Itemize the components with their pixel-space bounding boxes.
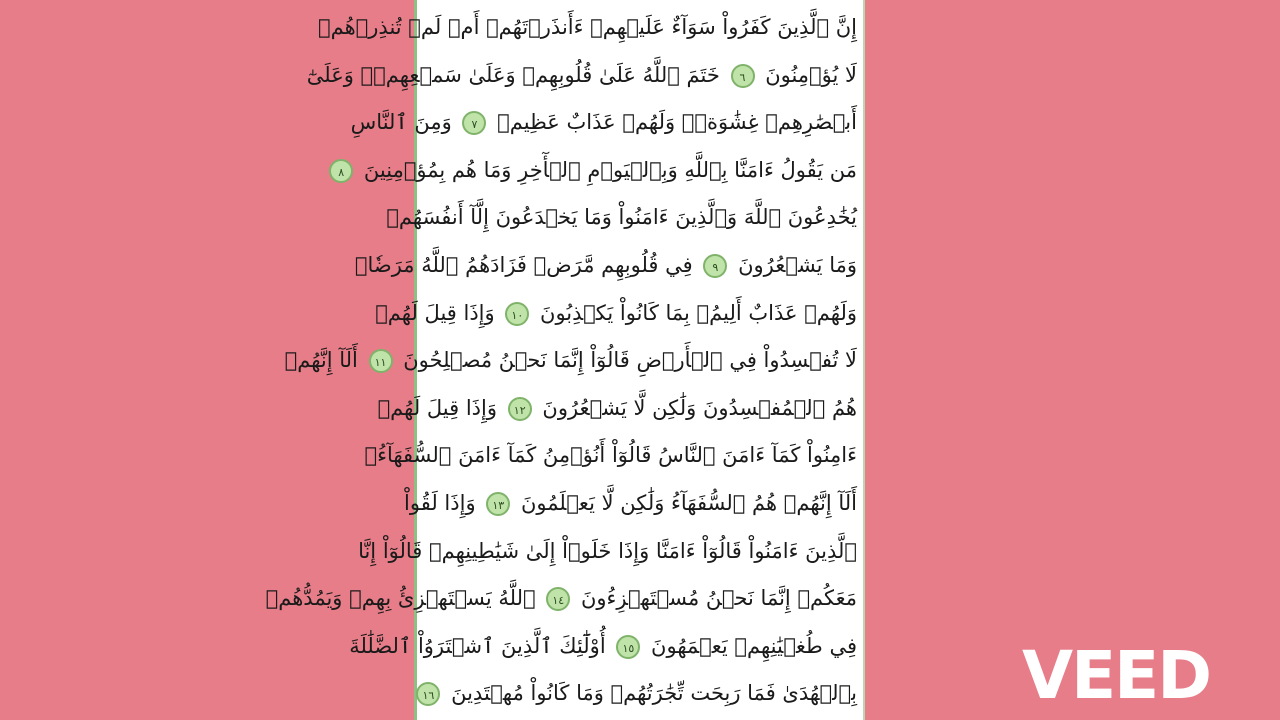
verse-text: أَلَآ إِنَّهُمۡ — [284, 348, 358, 373]
verse-line — [354, 242, 857, 290]
ayah-number-marker: ١٦ — [416, 682, 440, 706]
verse-line — [306, 52, 857, 100]
verse-line — [338, 147, 857, 195]
verse-text: وَلَهُمۡ عَذَابٌ أَلِيمُۢ بِمَا كَانُواْ يَكۡذِبُونَ — [540, 300, 857, 325]
verse-line — [377, 385, 857, 433]
verse-text: فِي طُغۡيَٰنِهِمۡ يَعۡمَهُونَ — [651, 633, 857, 658]
verse-text: لَا تُفۡسِدُواْ فِي ٱلۡأَرۡضِ قَالُوٓاْ إِنَّمَا نَحۡنُ مُصۡلِحُونَ — [403, 348, 857, 373]
page-border-right — [863, 0, 865, 720]
ayah-number-marker: ١١ — [369, 349, 393, 373]
verse-line — [358, 528, 857, 576]
verse-text: أَلَآ إِنَّهُمۡ هُمُ ٱلسُّفَهَآءُ وَلَٰكِن لَّا يَعۡلَمُونَ — [520, 490, 857, 515]
verse-text: هُمُ ٱلۡمُفۡسِدُونَ وَلَٰكِن لَّا يَشۡعُرُونَ — [542, 395, 857, 420]
verse-text: وَمِنَ ٱلنَّاسِ — [350, 110, 452, 135]
verse-line — [424, 670, 857, 718]
verse-text: خَتَمَ ٱللَّهُ عَلَىٰ قُلُوبِهِمۡ وَعَلَىٰ سَمۡعِهِمۡۖ وَعَلَىٰٓ — [306, 62, 720, 87]
verse-line — [318, 4, 857, 52]
verse-text: أَبۡصَٰرِهِمۡ غِشَٰوَةٞۖ وَلَهُمۡ عَذَابٌ عَظِيمٞ — [497, 110, 857, 135]
ayah-number-marker: ١٠ — [505, 302, 529, 326]
verse-text: وَإِذَا قِيلَ لَهُمۡ — [377, 395, 498, 420]
ayah-number-marker: ١٤ — [546, 587, 570, 611]
verse-text: بِٱلۡهُدَىٰ فَمَا رَبِحَت تِّجَٰرَتُهُمۡ وَمَا كَانُواْ مُهۡتَدِينَ — [451, 681, 857, 706]
ayah-number-marker: ١٢ — [508, 397, 532, 421]
ayah-number-marker: ١٥ — [616, 635, 640, 659]
verse-text: يُخَٰدِعُونَ ٱللَّهَ وَٱلَّذِينَ ءَامَنُواْ وَمَا يَخۡدَعُونَ إِلَّآ أَنفُسَهُمۡ — [386, 205, 857, 230]
ayah-number-marker: ٩ — [703, 254, 727, 278]
verse-text: وَإِذَا قِيلَ لَهُمۡ — [375, 300, 495, 325]
ayah-number-marker: ٧ — [462, 111, 486, 135]
verse-text: وَمَا يَشۡعُرُونَ — [738, 252, 857, 277]
verse-text: مَعَكُمۡ إِنَّمَا نَحۡنُ مُسۡتَهۡزِءُونَ — [580, 586, 857, 611]
verse-text: وَإِذَا لَقُواْ — [404, 490, 476, 515]
ayah-number-marker: ١٣ — [486, 492, 510, 516]
verse-text: فِي قُلُوبِهِم مَّرَضٞ فَزَادَهُمُ ٱللَّهُ مَرَضٗاۖ — [354, 252, 693, 277]
verse-line — [386, 194, 857, 242]
verse-text: ءَامِنُواْ كَمَآ ءَامَنَ ٱلنَّاسُ قَالُوٓاْ أَنُؤۡمِنُ كَمَآ ءَامَنَ ٱلسُّفَهَآءُۗ — [364, 443, 857, 468]
verse-text: أُوْلَٰٓئِكَ ٱلَّذِينَ ٱشۡتَرَوُاْ ٱلضَّلَٰلَةَ — [349, 633, 606, 658]
verse-line — [284, 337, 857, 385]
verse-text: ٱلَّذِينَ ءَامَنُواْ قَالُوٓاْ ءَامَنَّا وَإِذَا خَلَوۡاْ إِلَىٰ شَيَٰطِينِهِمۡ قَالُوٓاْ إِنَّا — [358, 538, 857, 563]
verse-line — [265, 575, 857, 623]
verse-line — [350, 99, 857, 147]
verse-text: ٱللَّهُ يَسۡتَهۡزِئُ بِهِمۡ وَيَمُدُّهُمۡ — [265, 586, 536, 611]
verse-text: إِنَّ ٱلَّذِينَ كَفَرُواْ سَوَآءٌ عَلَيۡهِمۡ ءَأَنذَرۡتَهُمۡ أَمۡ لَمۡ تُنذِرۡهُمۡ — [318, 15, 857, 39]
verse-text: مَن يَقُولُ ءَامَنَّا بِٱللَّهِ وَبِٱلۡيَوۡمِ ٱلۡأٓخِرِ وَمَا هُم بِمُؤۡمِنِينَ — [363, 157, 857, 182]
quran-page — [265, 0, 865, 720]
verse-line — [375, 290, 857, 338]
verse-text-block — [265, 4, 857, 718]
verse-line — [364, 432, 857, 480]
verse-text: لَا يُؤۡمِنُونَ — [765, 62, 857, 87]
veed-watermark-logo: VEED — [1022, 637, 1211, 714]
verse-line — [404, 480, 857, 528]
verse-line — [349, 623, 857, 671]
ayah-number-marker: ٨ — [329, 159, 353, 183]
ayah-number-marker: ٦ — [731, 64, 755, 88]
